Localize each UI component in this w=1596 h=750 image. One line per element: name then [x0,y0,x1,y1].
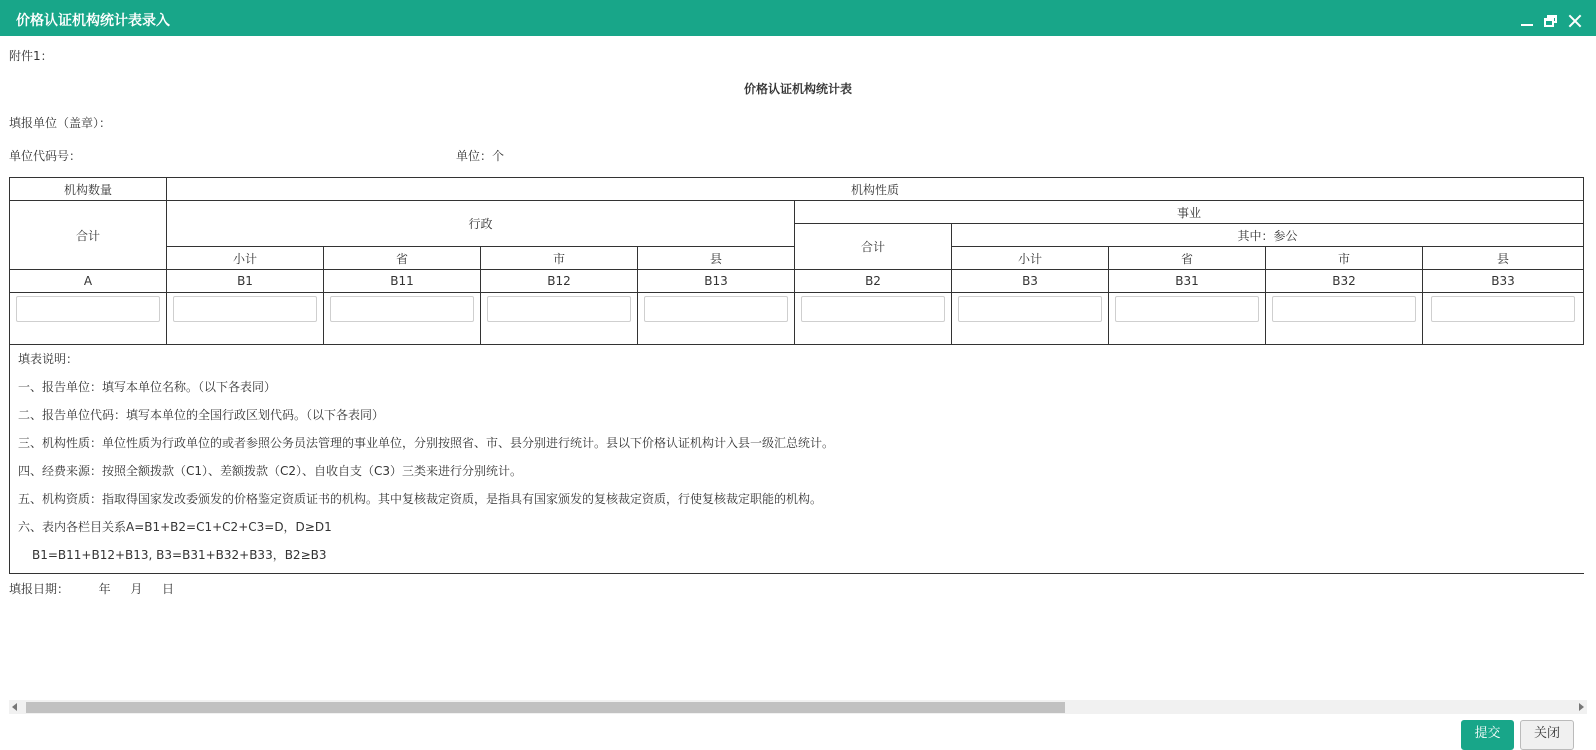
date-label: 填报日期： [9,582,70,596]
code-b32: B32 [1266,270,1423,293]
header-city-2: 市 [1266,247,1423,270]
input-cell-b31 [1109,293,1266,345]
code-b1: B1 [167,270,324,293]
input-b1[interactable] [173,296,317,322]
note-item: 五、机构资质：指取得国家发改委颁发的价格鉴定资质证书的机构。其中复核裁定资质，是指具有国家颁发的复核裁定资质，行使复核裁定职能的机构。 [18,492,823,506]
scrollbar-thumb[interactable] [26,702,1065,713]
input-cell-b1 [167,293,324,345]
input-b12[interactable] [487,296,631,322]
header-county-2: 县 [1423,247,1584,270]
note-item: 四、经费来源：按照全额拨款（C1）、差额拨款（C2）、自收自支（C3）三类来进行分别统计。 [18,464,523,478]
window-titlebar [0,0,1596,36]
code-b11: B11 [324,270,481,293]
input-cell-b11 [324,293,481,345]
note-item: 六、表内各栏目关系A=B1+B2=C1+C2+C3=D，D≥D1 [18,520,332,534]
header-province: 省 [324,247,481,270]
submit-button[interactable]: 提交 [1461,720,1514,750]
note-item: 一、报告单位：填写本单位名称。（以下各表同） [18,380,277,394]
header-total: 合计 [10,201,167,270]
restore-icon[interactable] [1542,12,1560,30]
input-b3[interactable] [958,296,1102,322]
note-item: B1=B11+B12+B13, B3=B31+B32+B33，B2≥B3 [32,548,327,562]
header-county: 县 [638,247,795,270]
code-b2: B2 [795,270,952,293]
statistics-table [9,177,1584,574]
window-controls [1518,12,1584,30]
input-cell-b33 [1423,293,1584,345]
header-city: 市 [481,247,638,270]
attachment-label: 附件1： [9,49,53,63]
note-item: 二、报告单位代码：填写本单位的全国行政区划代码。（以下各表同） [18,408,385,422]
header-nature: 机构性质 [167,178,1584,201]
unit-label: 单位：个 [456,149,505,163]
close-icon[interactable] [1566,12,1584,30]
code-b3: B3 [952,270,1109,293]
input-cell-b3 [952,293,1109,345]
input-cell-b2 [795,293,952,345]
input-a[interactable] [16,296,160,322]
header-province-2: 省 [1109,247,1266,270]
scroll-left-icon[interactable] [12,703,17,711]
code-b12: B12 [481,270,638,293]
notes-cell [10,345,1584,574]
form-title: 价格认证机构统计表 [743,82,852,96]
header-subtotal: 小计 [167,247,324,270]
header-among: 其中：参公 [952,224,1584,247]
input-b2[interactable] [801,296,945,322]
code-b33: B33 [1423,270,1584,293]
date-row [9,580,174,597]
window-title: 价格认证机构统计表录入 [16,13,170,29]
input-cell-a [10,293,167,345]
date-day: 日 [162,582,175,596]
fill-unit-label: 填报单位（盖章）： [9,116,112,130]
date-year: 年 [98,582,111,596]
notes-title: 填表说明： [18,352,79,366]
header-admin: 行政 [167,201,795,247]
note-item: 三、机构性质：单位性质为行政单位的或者参照公务员法管理的事业单位，分别按照省、市、县分别进行统计。县以下价格认证机构计入县一级汇总统计。 [18,436,835,450]
input-b31[interactable] [1115,296,1259,322]
close-button[interactable]: 关闭 [1520,720,1574,750]
input-b33[interactable] [1431,296,1575,322]
input-b32[interactable] [1272,296,1416,322]
code-b31: B31 [1109,270,1266,293]
minimize-icon[interactable] [1518,12,1536,30]
input-cell-b12 [481,293,638,345]
input-b11[interactable] [330,296,474,322]
unit-code-label: 单位代码号： [9,149,82,163]
input-b13[interactable] [644,296,788,322]
date-month: 月 [130,582,143,596]
horizontal-scrollbar[interactable] [9,700,1587,714]
code-b13: B13 [638,270,795,293]
header-public-total: 合计 [795,224,952,270]
scroll-right-icon[interactable] [1579,703,1584,711]
header-public: 事业 [795,201,1584,224]
input-cell-b32 [1266,293,1423,345]
code-a: A [10,270,167,293]
header-subtotal-2: 小计 [952,247,1109,270]
input-cell-b13 [638,293,795,345]
header-count: 机构数量 [10,178,167,201]
